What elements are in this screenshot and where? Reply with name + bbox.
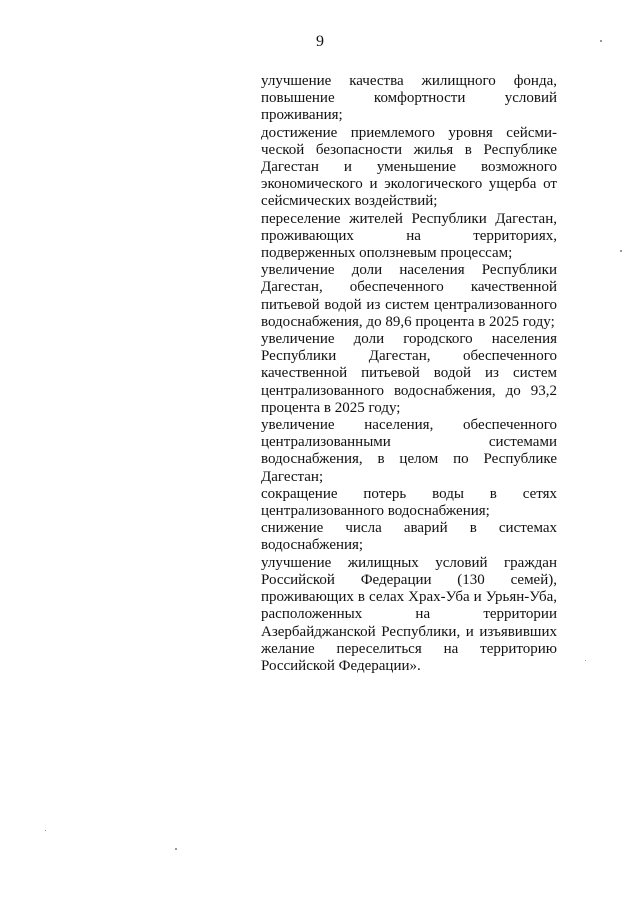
list-item: увеличение доли населения Республики Дагестан, обеспеченного качественной питьевой водой из систем централизованного водоснабжения, до 89,6 процента в 2025 году; <box>261 262 557 330</box>
list-item: увеличение доли городского населения Республики Дагестан, обеспеченного качественной питьевой водой из систем централизованного водоснабжения, до 93,2 процента в 2025 году; <box>261 331 557 416</box>
scan-speck <box>175 848 177 850</box>
list-item: улучшение жилищных условий граждан Российской Федерации (130 семей), проживающих в селах Храх-Уба и Урьян-Уба, расположенных на территории Азербайджанской Республики, и изъявивших желание переселиться на территорию Российской Федерации». <box>261 554 557 674</box>
scan-speck <box>45 830 46 831</box>
document-body <box>261 73 557 675</box>
scan-speck <box>620 250 622 252</box>
list-item: сокращение потерь воды в сетях централизованного водоснабжения; <box>261 485 557 520</box>
list-item: увеличение населения, обеспеченного централизованными системами водоснабжения, в целом по Республике Дагестан; <box>261 417 557 485</box>
list-item: снижение числа аварий в системах водоснабжения; <box>261 520 557 554</box>
list-item: достижение приемлемого уровня сейсми-ческой безопасности жилья в Республике Дагестан и уменьшение возможного экономического и экологического ущерба от сейсмических воздействий; <box>261 124 557 210</box>
list-item: переселение жителей Республики Дагестан, проживающих на территориях, подверженных оползневым процессам; <box>261 210 557 262</box>
page-number: 9 <box>316 33 324 50</box>
scan-speck <box>600 40 602 42</box>
scan-speck <box>585 660 586 661</box>
list-item: улучшение качества жилищного фонда, повышение комфортности условий проживания; <box>261 73 557 124</box>
